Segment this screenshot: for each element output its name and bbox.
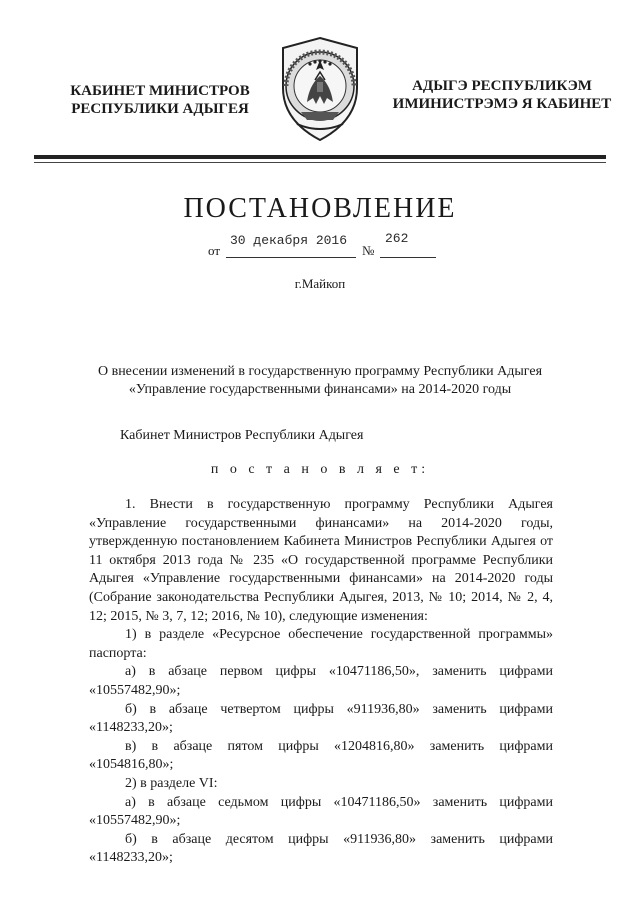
issuer-name-russian: [62, 82, 258, 118]
list-item: б) в абзаце десятом цифры «911936,80» заменить цифрами «1148233,20»;: [89, 831, 553, 866]
number-label: №: [362, 243, 375, 258]
list-item: б) в абзаце четвертом цифры «911936,80» заменить цифрами «1148233,20»;: [89, 701, 553, 736]
date-label: от: [208, 243, 221, 258]
issuer-name-adyghe: [384, 77, 620, 113]
list-item: 1) в разделе «Ресурсное обеспечение государственной программы» паспорта:: [89, 627, 553, 661]
issuer-name-line: ИМИНИСТРЭМЭ Я КАБИНЕТ: [392, 96, 612, 112]
issuer-name-line: РЕСПУБЛИКИ АДЫГЕЯ: [71, 101, 249, 117]
list-item: 2) в разделе VI:: [125, 775, 218, 791]
subject-line: «Управление государственными финансами» на 2014-2020 годы: [128, 382, 512, 397]
document-title: ПОСТАНОВЛЕНИЕ: [183, 193, 457, 224]
date-underline: [226, 257, 356, 258]
header-divider: [34, 155, 606, 159]
document-body: [89, 496, 553, 868]
list-item: в) в абзаце пятом цифры «1204816,80» заменить цифрами «1054816,80»;: [89, 738, 553, 773]
subject-line: О внесении изменений в государственную программу Республики Адыгея: [97, 364, 543, 379]
number-handwritten: 262: [385, 231, 409, 246]
number-underline: [380, 257, 436, 258]
preamble-cabinet: Кабинет Министров Республики Адыгея: [120, 428, 364, 443]
list-item: а) в абзаце седьмом цифры «10471186,50» заменить цифрами «10557482,90»;: [89, 794, 553, 829]
body-paragraph: 1. Внести в государственную программу Республики Адыгея «Управление государственными финансами» на 2014-2020 годы, утвержденную постановлением Кабинета Министров Республики Адыгея от 11 октября 2013 года № 235 «О государственной программе Республики Адыгея «Управление государственными финансами» на 2014-2020 годы (Собрание законодательства Республики Адыгея, 2013, № 10; 2014, № 2, 4, 12; 2015, № 3, 7, 12; 2016, № 10), следующие изменения:: [89, 497, 553, 624]
issuer-name-line: КАБИНЕТ МИНИСТРОВ: [70, 83, 250, 99]
list-item: а) в абзаце первом цифры «10471186,50», заменить цифрами «10557482,90»;: [89, 664, 553, 698]
issuer-name-line: АДЫГЭ РЕСПУБЛИКЭМ: [412, 78, 592, 94]
date-number-line: [0, 231, 640, 263]
header-divider-thin: [34, 162, 606, 163]
city: г.Майкоп: [294, 276, 346, 291]
preamble-decrees: п о с т а н о в л я е т:: [210, 462, 430, 477]
coat-of-arms-icon: [271, 34, 369, 144]
date-handwritten: 30 декабря 2016: [230, 233, 348, 248]
document-subject: [0, 363, 640, 399]
